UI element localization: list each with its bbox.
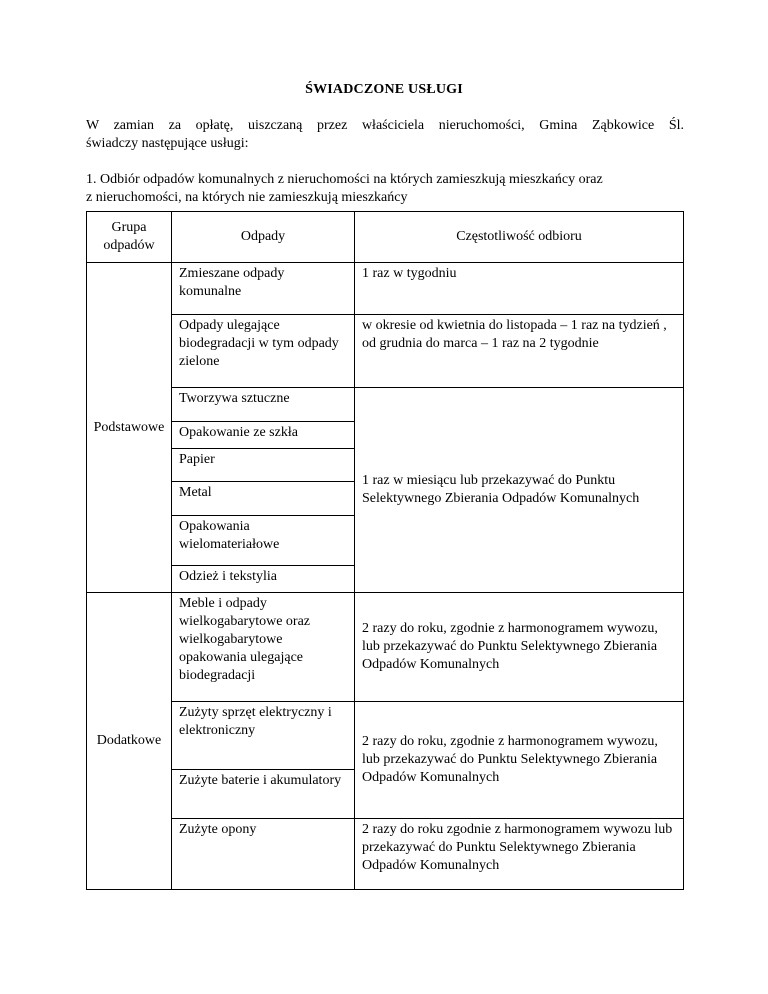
waste-tires: Zużyte opony: [172, 819, 355, 890]
intro-line-1: W zamian za opłatę, uiszczaną przez właściciela nieruchomości, Gmina Ząbkowice Śl.: [86, 118, 684, 133]
header-frequency: Częstotliwość odbioru: [355, 212, 684, 263]
header-group: Grupa odpadów: [87, 212, 172, 263]
section-line-1: 1. Odbiór odpadów komunalnych z nieruchomości na których zamieszkują mieszkańcy oraz: [86, 172, 603, 187]
table-row: [87, 315, 684, 388]
intro-paragraph: [86, 117, 684, 153]
frequency-bio: w okresie od kwietnia do listopada – 1 raz na tydzień , od grudnia do marca – 1 raz na 2 tygodnie: [355, 315, 684, 388]
frequency-furniture: 2 razy do roku, zgodnie z harmonogramem wywozu, lub przekazywać do Punktu Selektywnego Zbierania Odpadów Komunalnych: [355, 593, 684, 702]
table-row: [87, 263, 684, 315]
header-waste: Odpady: [172, 212, 355, 263]
waste-bio: Odpady ulegające biodegradacji w tym odpady zielone: [172, 315, 355, 388]
waste-metal: Metal: [172, 482, 355, 516]
group-additional: Dodatkowe: [87, 593, 172, 890]
frequency-electronics: 2 razy do roku, zgodnie z harmonogramem wywozu, lub przekazywać do Punktu Selektywnego Zbierania Odpadów Komunalnych: [355, 702, 684, 819]
frequency-mixed: 1 raz w tygodniu: [355, 263, 684, 315]
table-row: [87, 388, 684, 422]
waste-batteries: Zużyte baterie i akumulatory: [172, 770, 355, 819]
waste-multimaterial: Opakowania wielomateriałowe: [172, 516, 355, 566]
frequency-tires: 2 razy do roku zgodnie z harmonogramem wywozu lub przekazywać do Punktu Selektywnego Zbierania Odpadów Komunalnych: [355, 819, 684, 890]
waste-mixed: Zmieszane odpady komunalne: [172, 263, 355, 315]
table-row: [87, 819, 684, 890]
waste-furniture: Meble i odpady wielkogabarytowe oraz wielkogabarytowe opakowania ulegające biodegradacji: [172, 593, 355, 702]
waste-textiles: Odzież i tekstylia: [172, 566, 355, 593]
section-line-2: z nieruchomości, na których nie zamieszkują mieszkańcy: [86, 190, 408, 205]
table-header-row: [87, 212, 684, 263]
section-heading: [86, 171, 684, 207]
intro-line-2: świadczy następujące usługi:: [86, 136, 249, 151]
table-row: [87, 702, 684, 770]
waste-schedule-table: [86, 211, 684, 890]
waste-plastics: Tworzywa sztuczne: [172, 388, 355, 422]
group-basic: Podstawowe: [87, 263, 172, 593]
waste-glass: Opakowanie ze szkła: [172, 422, 355, 449]
waste-electronics: Zużyty sprzęt elektryczny i elektroniczny: [172, 702, 355, 770]
document-title: ŚWIADCZONE USŁUGI: [305, 82, 463, 97]
table-row: [87, 593, 684, 702]
frequency-recyclables: 1 raz w miesiącu lub przekazywać do Punktu Selektywnego Zbierania Odpadów Komunalnych: [355, 388, 684, 593]
waste-paper: Papier: [172, 449, 355, 482]
